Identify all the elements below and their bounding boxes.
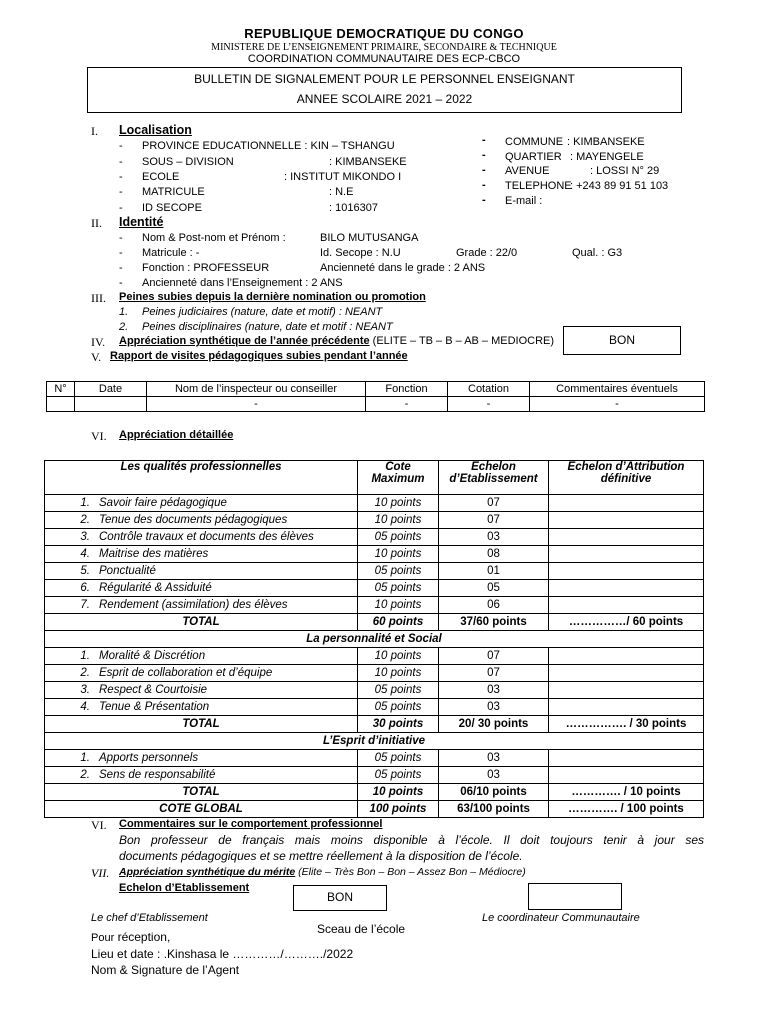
- school-year: ANNEE SCOLAIRE 2021 – 2022: [296, 92, 473, 106]
- echelon-etablissement: 03: [439, 682, 549, 699]
- echelon-etablissement: 07: [439, 512, 549, 529]
- total-score: 37/60 points: [439, 614, 549, 631]
- lieu-date: Lieu et date : .Kinshasa le …………/………./2022: [91, 947, 354, 961]
- localisation-id-secope-value: : 1016307: [329, 202, 378, 214]
- echelon-etablissement: 05: [439, 580, 549, 597]
- section-title-detaillee: Appréciation détaillée: [119, 429, 234, 441]
- section-number-peines: III.: [91, 291, 106, 305]
- total-row-global: [45, 801, 704, 818]
- table-row: [45, 648, 704, 665]
- quality-label-cell: [45, 546, 358, 563]
- total-max: 60 points: [358, 614, 439, 631]
- quality-label-cell: [45, 563, 358, 580]
- quality-label-cell: [45, 750, 358, 767]
- echelon-attribution: [549, 597, 704, 614]
- table-row: [45, 563, 704, 580]
- header-coordination: COORDINATION COMMUNAUTAIRE DES ECP-CBCO: [247, 53, 521, 65]
- quality-label: Sens de responsabilité: [99, 769, 216, 781]
- total-label: TOTAL: [45, 716, 358, 733]
- section-number-commentaires: VI.: [91, 818, 107, 832]
- subheader-initiative: [45, 733, 704, 750]
- quality-label: Contrôle travaux et documents des élèves: [99, 531, 314, 543]
- section-title-peines: Peines subies depuis la dernière nomination ou promotion: [119, 291, 426, 303]
- chef-etablissement: Le chef d’Etablissement: [91, 912, 208, 924]
- total-score: 20/ 30 points: [439, 716, 549, 733]
- appreciation-precedente-value: BON: [608, 333, 635, 347]
- echelon-attribution: [549, 767, 704, 784]
- quality-label-cell: [45, 495, 358, 512]
- item-number: 7.: [80, 599, 90, 611]
- total-label: TOTAL: [45, 784, 358, 801]
- quality-label-cell: [45, 682, 358, 699]
- header-qualities: Les qualités professionnelles: [45, 461, 358, 495]
- quality-label-cell: [45, 665, 358, 682]
- section-title-identite: Identité: [119, 215, 164, 229]
- subheader-initiative-title: L’Esprit d’initiative: [45, 733, 704, 750]
- quality-label: Respect & Courtoisie: [99, 684, 208, 696]
- reception-label: réception,: [114, 930, 171, 944]
- personality-rows: [45, 648, 704, 716]
- echelon-attribution: [549, 665, 704, 682]
- table-cell: [75, 397, 147, 412]
- section-number-merite: VII.: [91, 866, 110, 880]
- cote-maximum: 05 points: [358, 750, 439, 767]
- cote-maximum: 10 points: [358, 648, 439, 665]
- header-cote-maximum: Cote Maximum: [358, 461, 439, 495]
- table-row: [45, 529, 704, 546]
- coordinateur-communautaire: Le coordinateur Communautaire: [482, 912, 640, 924]
- quality-label-cell: [45, 580, 358, 597]
- section-title-merite: Appréciation synthétique du mérite: [119, 866, 296, 878]
- identite-name-value: BILO MUTUSANGA: [320, 232, 419, 244]
- merite-line: [119, 866, 526, 878]
- visits-table: [46, 381, 705, 412]
- pour-reception: [91, 930, 170, 944]
- localisation-province: PROVINCE EDUCATIONNELLE : KIN – TSHANGU: [142, 140, 395, 152]
- total-max: 30 points: [358, 716, 439, 733]
- address-avenue-label: AVENUE: [505, 165, 550, 177]
- table-row: [45, 495, 704, 512]
- peines-disciplinaires: Peines disciplinaires (nature, date et motif : NEANT: [142, 321, 393, 333]
- address-quartier-value: : MAYENGELE: [570, 151, 644, 163]
- echelon-attribution: [549, 682, 704, 699]
- table-row: [45, 512, 704, 529]
- echelon-etablissement: 07: [439, 495, 549, 512]
- qualities-table: [44, 460, 704, 818]
- section-number-appreciation: IV.: [91, 335, 106, 349]
- address-telephone-value: : +243 89 91 51 103: [570, 180, 669, 192]
- address-avenue-value: : LOSSI N° 29: [590, 165, 660, 177]
- merite-scale: (Elite – Très Bon – Bon – Assez Bon – Médiocre): [295, 866, 526, 878]
- echelon-etablissement: 03: [439, 750, 549, 767]
- subheader-personality: [45, 631, 704, 648]
- localisation-sous-division-value: : KIMBANSEKE: [329, 156, 407, 168]
- section-title-appreciation: Appréciation synthétique de l’année précédente: [119, 335, 370, 347]
- header-echelon-etablissement: Echelon d’Etablissement: [439, 461, 549, 495]
- echelon-etablissement: 07: [439, 648, 549, 665]
- quality-label: Rendement (assimilation) des élèves: [99, 599, 288, 611]
- global-final: …………. / 100 points: [549, 801, 704, 818]
- table-row: [45, 546, 704, 563]
- quality-label-cell: [45, 597, 358, 614]
- cote-maximum: 05 points: [358, 767, 439, 784]
- peines-item-number: 1.: [119, 306, 129, 318]
- echelon-attribution: [549, 495, 704, 512]
- table-cell: -: [366, 397, 448, 412]
- cote-maximum: 05 points: [358, 563, 439, 580]
- section-number-visites: V.: [91, 350, 102, 364]
- item-number: 6.: [80, 582, 90, 594]
- echelon-etablissement: 08: [439, 546, 549, 563]
- table-header: Commentaires éventuels: [530, 382, 705, 397]
- professional-rows: [45, 495, 704, 614]
- identite-name-label: Nom & Post-nom et Prénom :: [142, 232, 286, 244]
- header-ministry: MINISTERE DE L’ENSEIGNEMENT PRIMAIRE, SECONDAIRE & TECHNIQUE: [211, 42, 557, 53]
- echelon-attribution: [549, 563, 704, 580]
- table-header-row: [47, 382, 705, 397]
- table-row: [45, 580, 704, 597]
- global-max: 100 points: [358, 801, 439, 818]
- table-header: Cotation: [448, 382, 530, 397]
- item-number: 3.: [80, 684, 90, 696]
- cote-maximum: 05 points: [358, 699, 439, 716]
- echelon-etablissement: 03: [439, 529, 549, 546]
- echelon-attribution: [549, 546, 704, 563]
- total-score: 06/10 points: [439, 784, 549, 801]
- item-number: 3.: [80, 531, 90, 543]
- total-row-initiative: [45, 784, 704, 801]
- table-row: [45, 665, 704, 682]
- global-score: 63/100 points: [439, 801, 549, 818]
- sceau-ecole: Sceau de l’école: [317, 922, 406, 936]
- table-row: [45, 682, 704, 699]
- quality-label: Tenue des documents pédagogiques: [99, 514, 288, 526]
- echelon-etablissement: 01: [439, 563, 549, 580]
- total-row-professional: [45, 614, 704, 631]
- cote-maximum: 05 points: [358, 529, 439, 546]
- document-title: BULLETIN DE SIGNALEMENT POUR LE PERSONNEL ENSEIGNANT: [194, 72, 575, 86]
- cote-maximum: 05 points: [358, 682, 439, 699]
- item-number: 1.: [80, 650, 90, 662]
- quality-label: Ponctualité: [99, 565, 156, 577]
- address-quartier-label: QUARTIER: [505, 151, 562, 163]
- table-cell: -: [530, 397, 705, 412]
- table-header: Date: [75, 382, 147, 397]
- total-label: TOTAL: [45, 614, 358, 631]
- echelon-attribution: [549, 648, 704, 665]
- table-header-row: [45, 461, 704, 495]
- echelon-attribution: [549, 699, 704, 716]
- initiative-rows: [45, 750, 704, 784]
- total-final: ……………. / 30 points: [549, 716, 704, 733]
- quality-label-cell: [45, 767, 358, 784]
- cote-maximum: 10 points: [358, 495, 439, 512]
- agent-signature: Nom & Signature de l’Agent: [91, 963, 240, 977]
- table-header: Fonction: [366, 382, 448, 397]
- section-title-commentaires: Commentaires sur le comportement professionnel: [119, 818, 383, 830]
- identite-matricule: Matricule : -: [142, 247, 200, 259]
- address-email-label: E-mail :: [505, 195, 543, 207]
- echelon-etablissement: 07: [439, 665, 549, 682]
- quality-label: Apports personnels: [99, 752, 199, 764]
- quality-label: Tenue & Présentation: [99, 701, 210, 713]
- quality-label: Esprit de collaboration et d’équipe: [99, 667, 273, 679]
- identite-qualification: Qual. : G3: [572, 247, 623, 259]
- table-cell: -: [448, 397, 530, 412]
- echelon-etablissement: 03: [439, 699, 549, 716]
- localisation-ecole-label: ECOLE: [142, 171, 180, 183]
- appreciation-precedente-line: [119, 335, 554, 347]
- section-number-detaillee: VI.: [91, 429, 107, 443]
- commentaires-text-line1: Bon professeur de français mais moins disponible à l’école. Il doit toujours tenir à jour ses: [119, 833, 704, 847]
- total-row-personality: [45, 716, 704, 733]
- quality-label-cell: [45, 512, 358, 529]
- total-final: …………. / 10 points: [549, 784, 704, 801]
- item-number: 1.: [80, 497, 90, 509]
- appreciation-scale: (ELITE – TB – B – AB – MEDIOCRE): [369, 335, 555, 347]
- echelon-attribution: [549, 580, 704, 597]
- cote-maximum: 10 points: [358, 665, 439, 682]
- cote-maximum: 10 points: [358, 512, 439, 529]
- item-number: 1.: [80, 752, 90, 764]
- table-cell: [47, 397, 75, 412]
- cote-maximum: 05 points: [358, 580, 439, 597]
- item-number: 2.: [80, 667, 90, 679]
- identite-fonction: Fonction : PROFESSEUR: [142, 262, 270, 274]
- table-header: N°: [47, 382, 75, 397]
- table-cell: -: [147, 397, 366, 412]
- total-max: 10 points: [358, 784, 439, 801]
- localisation-sous-division-label: SOUS – DIVISION: [142, 156, 234, 168]
- quality-label-cell: [45, 529, 358, 546]
- section-title-visites: Rapport de visites pédagogiques subies pendant l’année: [110, 350, 408, 362]
- quality-label: Moralité & Discrétion: [99, 650, 206, 662]
- item-number: 4.: [80, 548, 90, 560]
- echelon-attribution: [549, 750, 704, 767]
- header-republic: REPUBLIQUE DEMOCRATIQUE DU CONGO: [244, 26, 524, 41]
- identite-id-secope: Id. Secope : N.U: [320, 247, 401, 259]
- total-final: ……………/ 60 points: [549, 614, 704, 631]
- coordinator-value-box: [528, 883, 622, 910]
- table-row: [45, 699, 704, 716]
- quality-label: Régularité & Assiduité: [99, 582, 212, 594]
- item-number: 5.: [80, 565, 90, 577]
- item-number: 4.: [80, 701, 90, 713]
- merite-value: BON: [326, 890, 353, 904]
- pour-label: Pour: [91, 932, 115, 944]
- section-number-localisation: I.: [91, 124, 98, 138]
- table-row: [45, 750, 704, 767]
- identite-grade: Grade : 22/0: [456, 247, 518, 259]
- cote-maximum: 10 points: [358, 597, 439, 614]
- localisation-ecole-value: : INSTITUT MIKONDO I: [284, 171, 402, 183]
- table-row: [45, 767, 704, 784]
- table-row: [45, 597, 704, 614]
- echelon-etablissement: 03: [439, 767, 549, 784]
- peines-judiciaires: Peines judiciaires (nature, date et motif) : NEANT: [142, 306, 383, 318]
- header-echelon-attribution: Echelon d’Attribution définitive: [549, 461, 704, 495]
- localisation-matricule-label: MATRICULE: [142, 186, 205, 198]
- echelon-attribution: [549, 512, 704, 529]
- peines-item-number: 2.: [119, 321, 129, 333]
- echelon-attribution: [549, 529, 704, 546]
- table-row: [47, 397, 705, 412]
- section-title-localisation: Localisation: [119, 123, 192, 137]
- quality-label-cell: [45, 648, 358, 665]
- global-label: COTE GLOBAL: [45, 801, 358, 818]
- address-commune-value: : KIMBANSEKE: [567, 136, 645, 148]
- merite-echelon-label: Echelon d’Etablissement: [119, 882, 250, 894]
- cote-maximum: 10 points: [358, 546, 439, 563]
- item-number: 2.: [80, 514, 90, 526]
- item-number: 2.: [80, 769, 90, 781]
- subheader-personality-title: La personnalité et Social: [45, 631, 704, 648]
- identite-anciennete-enseignement: Ancienneté dans l’Enseignement : 2 ANS: [142, 277, 343, 289]
- localisation-id-secope-label: ID SECOPE: [142, 202, 202, 214]
- quality-label-cell: [45, 699, 358, 716]
- quality-label: Maitrise des matières: [99, 548, 209, 560]
- echelon-etablissement: 06: [439, 597, 549, 614]
- address-telephone-label: TELEPHONE: [505, 180, 572, 192]
- quality-label: Savoir faire pédagogique: [99, 497, 227, 509]
- identite-anciennete-grade: Ancienneté dans le grade : 2 ANS: [320, 262, 486, 274]
- address-commune-label: COMMUNE: [505, 136, 564, 148]
- section-number-identite: II.: [91, 216, 102, 230]
- localisation-matricule-value: : N.E: [329, 186, 354, 198]
- table-header: Nom de l’inspecteur ou conseiller: [147, 382, 366, 397]
- commentaires-text-line2: documents pédagogiques et se mettre réellement à la disposition de l’école.: [119, 849, 523, 863]
